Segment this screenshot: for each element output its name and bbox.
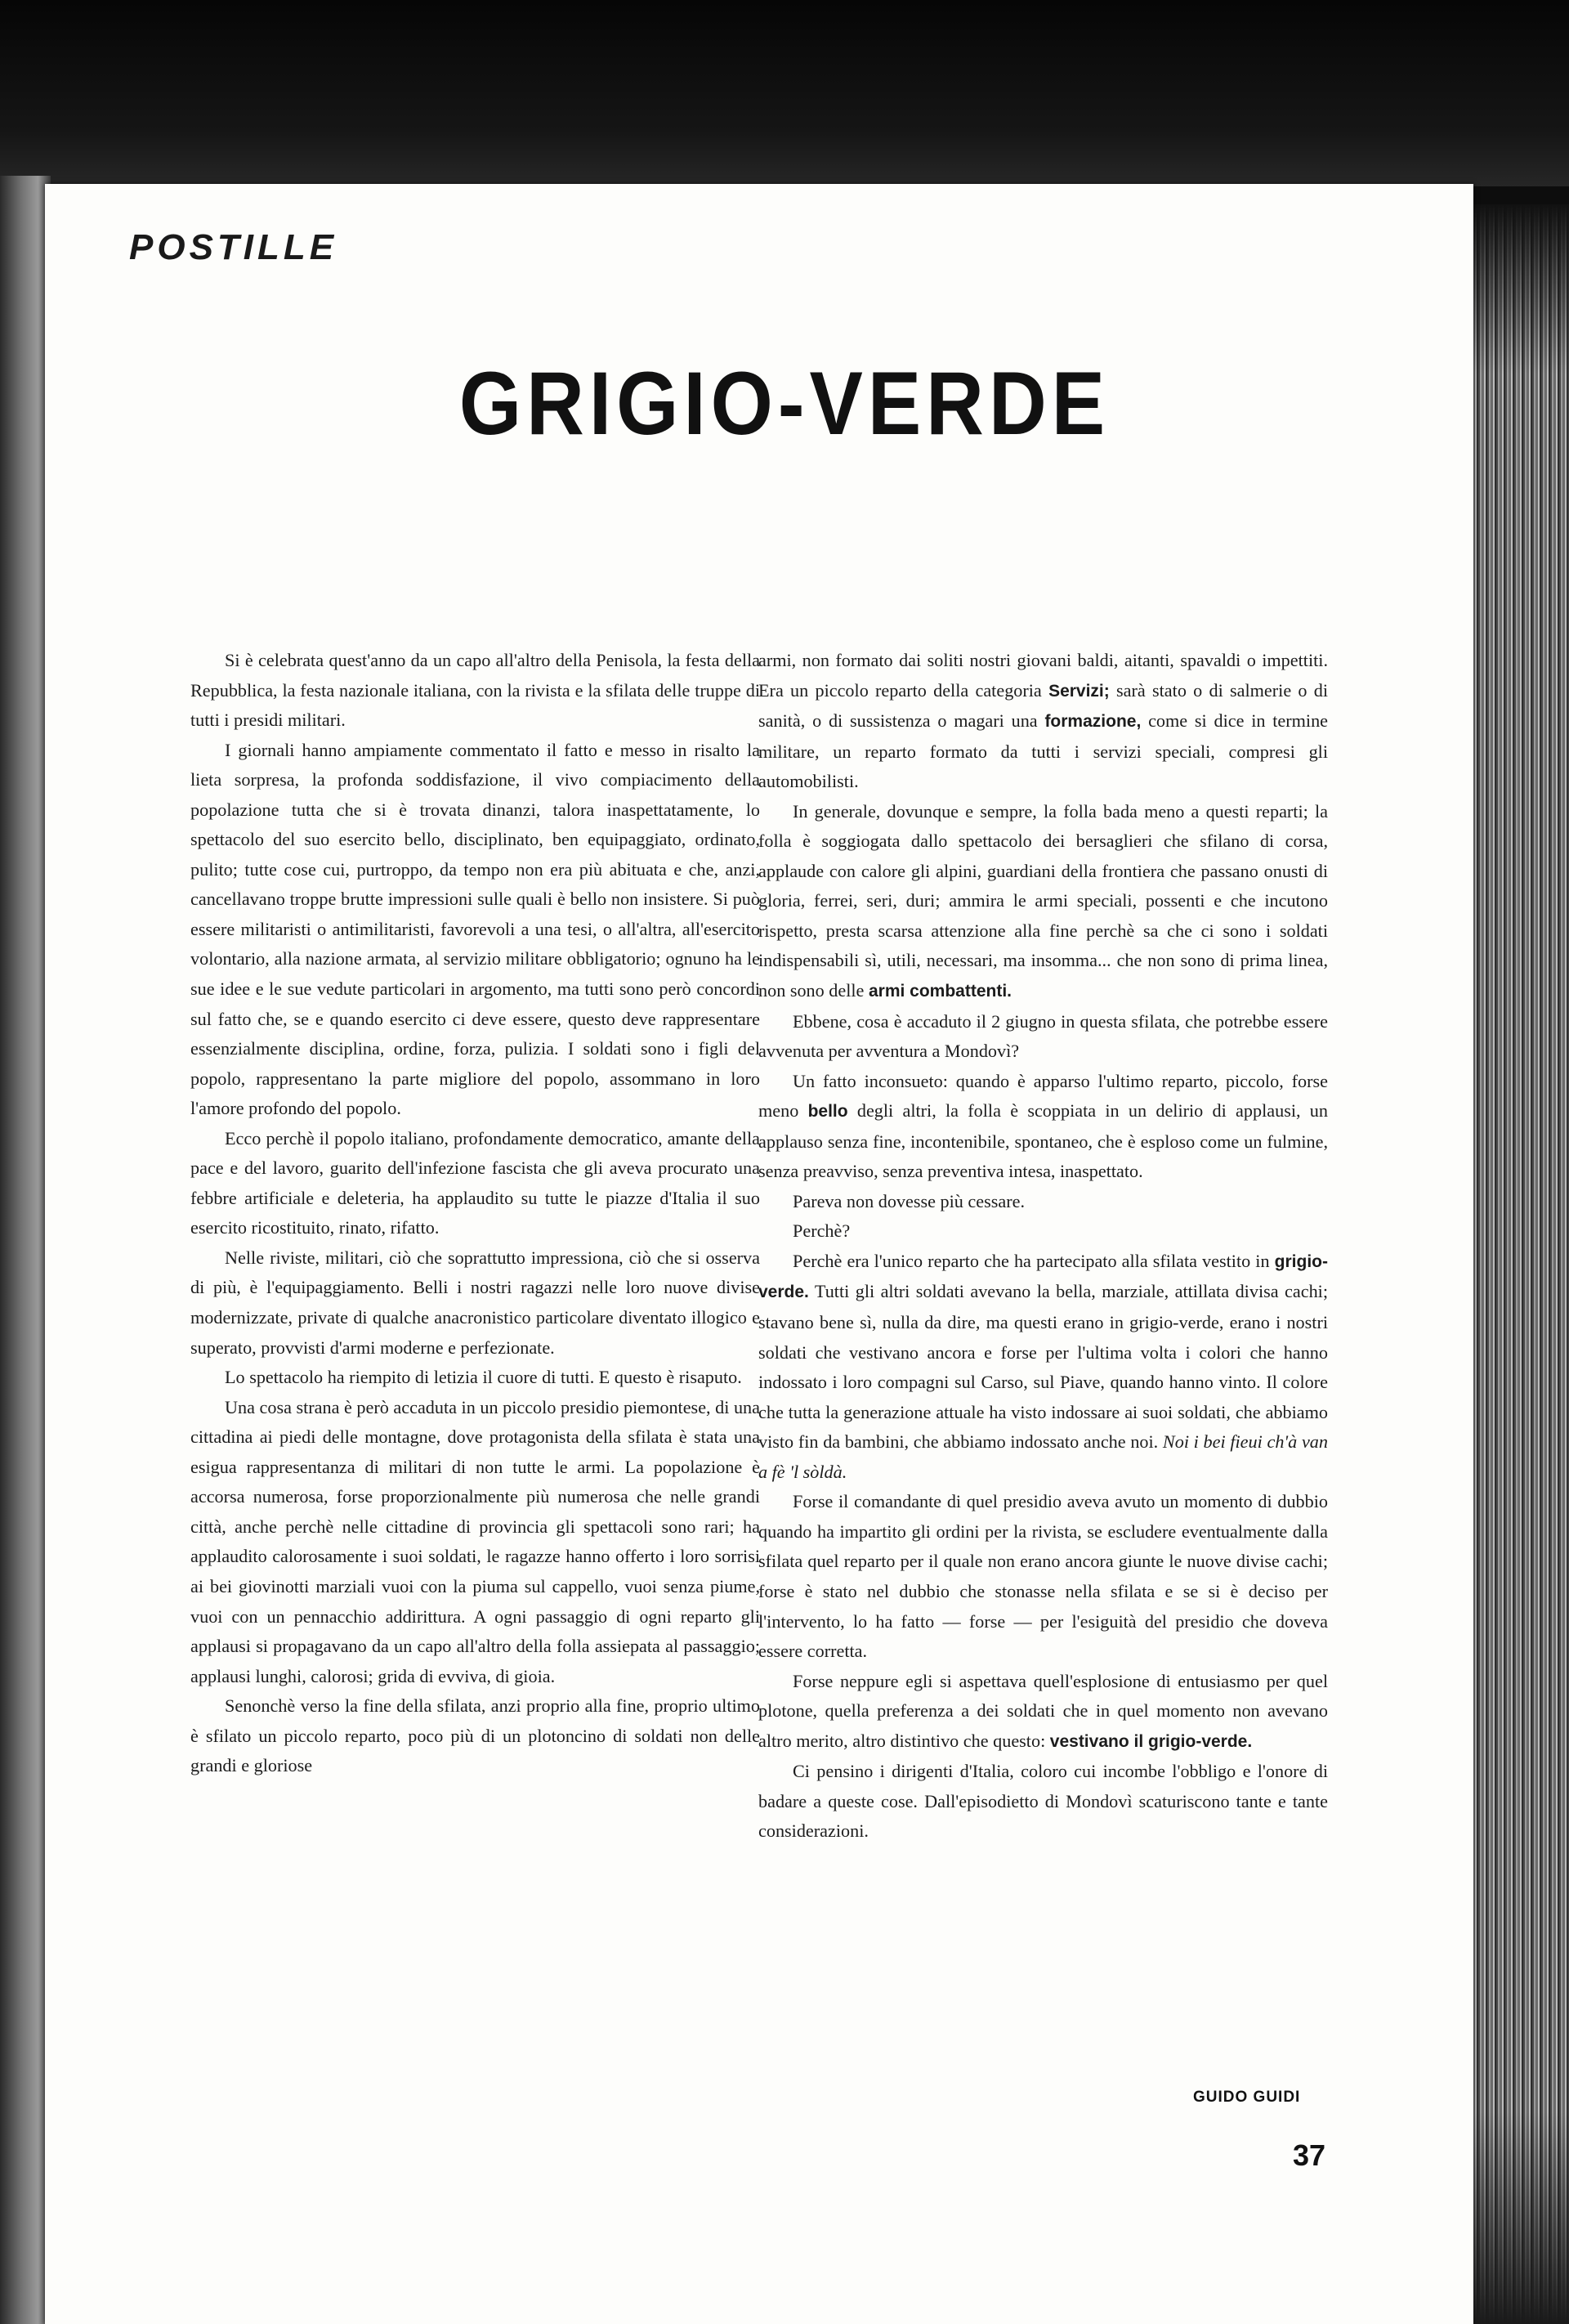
article-paragraph: Nelle riviste, militari, ciò che soprattutto impressiona, ciò che si osserva di più, è l'equipaggiamento. Belli i nostri ragazzi nelle loro nuove divise modernizzate, private di qualche anacronistico particolare diventato illogico e superato, provvisti d'armi moderne e perfezionate.: [190, 1247, 760, 1358]
text-run: come si dice in termine militare, un reparto formato da tutti i servizi speciali, compresi gli automobilisti.: [758, 710, 1329, 792]
emphasis: armi combattenti.: [868, 982, 1012, 1001]
article-paragraph: [758, 1667, 1328, 1758]
article-paragraph: [758, 646, 1328, 797]
article-paragraph: Ci pensino i dirigenti d'Italia, coloro cui incombe l'obbligo e l'onore di badare a queste cose. Dall'episodietto di Mondovì scaturiscono tante e tante considerazioni.: [758, 1761, 1328, 1842]
article-paragraph: [758, 1247, 1328, 1487]
article-paragraph: Lo spettacolo ha riempito di letizia il cuore di tutti. E questo è risaputo.: [225, 1367, 742, 1388]
emphasis: formazione,: [1044, 712, 1142, 732]
article-paragraph: Una cosa strana è però accaduta in un piccolo presidio piemontese, di una cittadina ai piedi delle montagne, dove protagonista della sfilata è stata una esigua rappresentanza di militari di non tutte le armi. La popolazione è accorsa numerosa, forse proporzionalmente più numerosa che nelle grandi città, anche perchè nelle cittadine di provincia gli spettacoli sono rari; ha applaudito calorosamente i suoi soldati, le ragazze hanno offerto i loro sorrisi ai bei giovinotti marziali vuoi con la piuma sul cappello, vuoi senza piume, vuoi con un pennacchio addirittura. A ogni passaggio di ogni reparto gli applausi si propagavano da un capo all'altro della folla assiepata al passaggio; applausi lunghi, calorosi; grida di evviva, di gioia.: [190, 1396, 760, 1686]
article-paragraph: I giornali hanno ampiamente commentato il fatto e messo in risalto la lieta sorpresa, la profonda soddisfazione, il vivo compiacimento della popolazione tutta che si è trovata dinanzi, talora inaspettatamente, lo spettacolo del suo esercito bello, disciplinato, ben equipaggiato, ordinato, pulito; tutte cose cui, purtroppo, da tempo non era più abituata e che, anzi, cancellavano troppe brutte impressioni sulle quali è bello non insistere. Si può essere militaristi o antimilitaristi, favorevoli a una tesi, o all'altra, all'esercito volontario, alla nazione armata, al servizio militare obbligatorio; ognuno ha le sue idee e le sue vedute particolari in argomento, ma tutti sono però concordi sul fatto che, se e quando esercito ci deve essere, questo deve rappresentare essenzialmente disciplina, ordine, forza, pulizia. I soldati sono i figli del popolo, rappresentano la parte migliore del popolo, assommano in loro l'amore profondo del popolo.: [190, 739, 760, 1119]
text-run: Forse neppure egli si aspettava quell'esplosione di entusiasmo per quel plotone, quella preferenza a dei soldati che in quel momento non avevano altro merito, altro distintivo che questo:: [758, 1670, 1328, 1751]
article-paragraph: Ebbene, cosa è accaduto il 2 giugno in questa sfilata, che potrebbe essere avvenuta per avventura a Mondovì?: [758, 1010, 1328, 1062]
text-run: Perchè era l'unico reparto che ha partecipato alla sfilata vestito in: [793, 1250, 1270, 1271]
article-paragraph: Si è celebrata quest'anno da un capo all'altro della Penisola, la festa della Repubblica, la festa nazionale italiana, con la rivista e la sfilata delle truppe di tutti i presidi militari.: [190, 650, 760, 731]
article-paragraph: Pareva non dovesse più cessare.: [793, 1190, 1026, 1211]
text-run: degli altri, la folla è scoppiata in un delirio di applausi, un applauso senza fine, incontenibile, spontaneo, che è esploso come un fulmine, senza preavviso, senza preventiva intesa, inaspettato.: [758, 1100, 1328, 1182]
article-paragraph: Ecco perchè il popolo italiano, profondamente democratico, amante della pace e del lavoro, guarito dell'infezione fascista che gli aveva procurato una febbre artificiale e deleteria, ha applaudito su tutte le piazze d'Italia il suo esercito ricostituito, rinato, rifatto.: [190, 1127, 760, 1238]
article-paragraph: Forse il comandante di quel presidio aveva avuto un momento di dubbio quando ha impartito gli ordini per la rivista, se escludere eventualmente dalla sfilata quel reparto per il quale non erano ancora giunte le nuove divise cachi; forse è stato nel dubbio che stonasse nella sfilata e se si è deciso per l'intervento, lo ha fatto — forse — per l'esiguità del presidio che doveva essere corretta.: [758, 1491, 1328, 1662]
emphasis: grigio-verde.: [758, 1252, 1328, 1302]
article-column-left: [190, 646, 760, 1781]
article-paragraph: [758, 797, 1328, 1007]
page-number: 37: [1293, 2138, 1326, 2172]
article-column-right: [758, 646, 1328, 1847]
emphasis: vestivano il grigio-verde.: [1049, 1731, 1253, 1751]
article-title: GRIGIO-VERDE: [458, 352, 1111, 454]
article-paragraph: Perchè?: [793, 1220, 851, 1242]
text-run: sarà stato o di salmerie o di sanità, o di sussistenza o magari una: [758, 679, 1329, 732]
article-paragraph: [758, 1067, 1328, 1187]
author-signature: GUIDO GUIDI: [1193, 2089, 1301, 2106]
emphasis: bello: [807, 1102, 848, 1122]
article-paragraph: Senonchè verso la fine della sfilata, anzi proprio alla fine, proprio ultimo è sfilato un piccolo reparto, poco più di un plotoncino di soldati non delle grandi e gloriose: [190, 1695, 760, 1776]
emphasis: Servizi;: [1048, 681, 1110, 701]
adjacent-page-edge: [0, 176, 51, 2324]
text-run: Tutti gli altri soldati avevano la bella, marziale, attillata divisa cachi; stavano bene sì, nulla da dire, ma questi erano in grigio-verde, erano i nostri soldati che vestivano ancora e forse per l'ultima volta i colori che hanno indossato i loro compagni sul Carso, sul Piave, quando hanno vinto. Il colore che tutta la generazione attuale ha visto indossare ai suoi soldati, che abbiamo visto fin da bambini, che abbiamo indossato anche noi.: [758, 1281, 1328, 1453]
scan-dark-margin: [0, 0, 1569, 186]
book-spine-edge: [1469, 204, 1569, 2324]
text-run: Un fatto inconsueto: quando è apparso l'ultimo reparto, piccolo, forse meno: [758, 1070, 1328, 1122]
text-run: armi, non formato dai soliti nostri giovani baldi, aitanti, spavaldi o impettiti. Era un piccolo reparto della categoria: [758, 650, 1328, 701]
dialect-quote: Noi i bei fieui ch'à van a fè 'l sòldà.: [758, 1431, 1328, 1482]
text-run: In generale, dovunque e sempre, la folla bada meno a questi reparti; la folla è soggiogata dallo spettacolo dei bersaglieri che sfilano di corsa, applaude con calore gli alpini, guardiani della frontiera che passano onusti di gloria, ferrei, seri, duri; ammira le armi speciali, possenti e che incutono rispetto, presta scarsa attenzione alla fine perchè sa che ci sono i soldati indispensabili sì, utili, necessari, ma insomma... che non sono di prima linea, non sono delle: [758, 800, 1328, 1001]
section-heading: POSTILLE: [129, 227, 338, 267]
